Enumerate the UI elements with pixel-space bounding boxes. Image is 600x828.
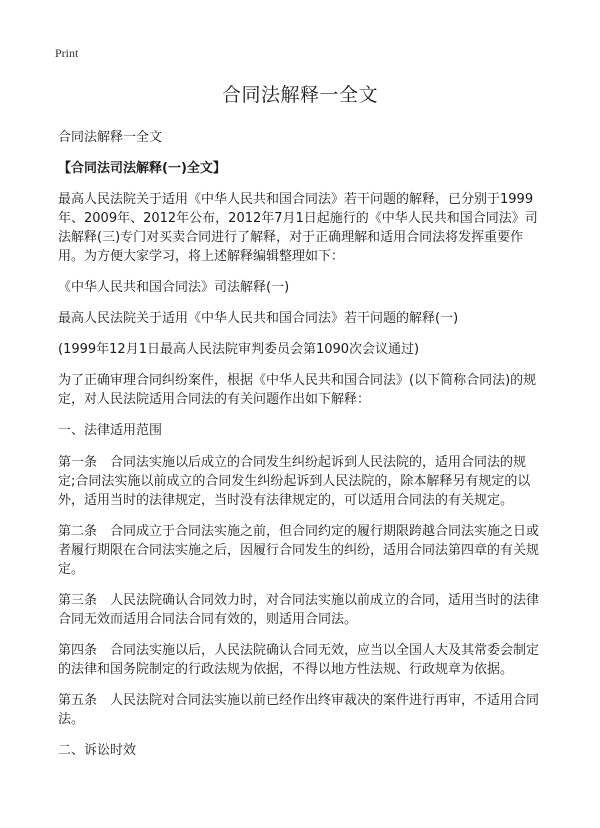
section-heading: 二、诉讼时效 [58, 743, 137, 758]
intro-paragraph: 最高人民法院关于适用《中华人民共和国合同法》若干问题的解释，已分别于1999年、2009年、2012年公布，2012年7月1日起施行的《中华人民共和国合同法》司法解释(三)专门对买卖合同进行了解释，对于正确理解和适用合同法将发挥重要作用。为方便大家学习，将上述解释编辑整理如下： [58, 192, 538, 264]
adoption-date-paragraph: (1999年12月1日最高人民法院审判委员会第1090次会议通过) [58, 342, 420, 357]
article-3: 第三条 人民法院确认合同效力时，对合同法实施以前成立的合同，适用当时的法律合同无效而适用合同法合同有效的，则适用合同法。 [58, 593, 540, 627]
bold-heading: 【合同法司法解释(一)全文】 [58, 161, 226, 176]
article-5: 第五条 人民法院对合同法实施以前已经作出终审裁决的案件进行再审，不适用合同法。 [58, 693, 540, 727]
article-1: 第一条 合同法实施以后成立的合同发生纠纷起诉到人民法院的，适用合同法的规定;合同法实施以前成立的合同发生纠纷起诉到人民法院的，除本解释另有规定的以外，适用当时的法律规定，当时没有法律规定的，可以适用合同法的有关规定。 [58, 455, 531, 508]
interpretation-title-paragraph: 最高人民法院关于适用《中华人民共和国合同法》若干问题的解释(一) [58, 311, 459, 326]
article-2: 第二条 合同成立于合同法实施之前，但合同约定的履行期限跨越合同法实施之日或者履行期限在合同法实施之后，因履行合同发生的纠纷，适用合同法第四章的有关规定。 [58, 524, 540, 577]
subtitle-paragraph: 合同法解释一全文 [58, 130, 163, 145]
article-4: 第四条 合同法实施以后，人民法院确认合同无效，应当以全国人大及其常委会制定的法律和国务院制定的行政法规为依据，不得以地方性法规、行政规章为依据。 [58, 643, 540, 677]
print-label: Print [55, 46, 79, 60]
purpose-paragraph: 为了正确审理合同纠纷案件，根据《中华人民共和国合同法》(以下简称合同法)的规定，对人民法院适用合同法的有关问题作出如下解释： [58, 373, 537, 407]
document-title: 合同法解释一全文 [221, 84, 378, 106]
section-heading: 一、法律适用范围 [58, 423, 163, 438]
law-title-paragraph: 《中华人民共和国合同法》司法解释(一) [58, 280, 290, 295]
